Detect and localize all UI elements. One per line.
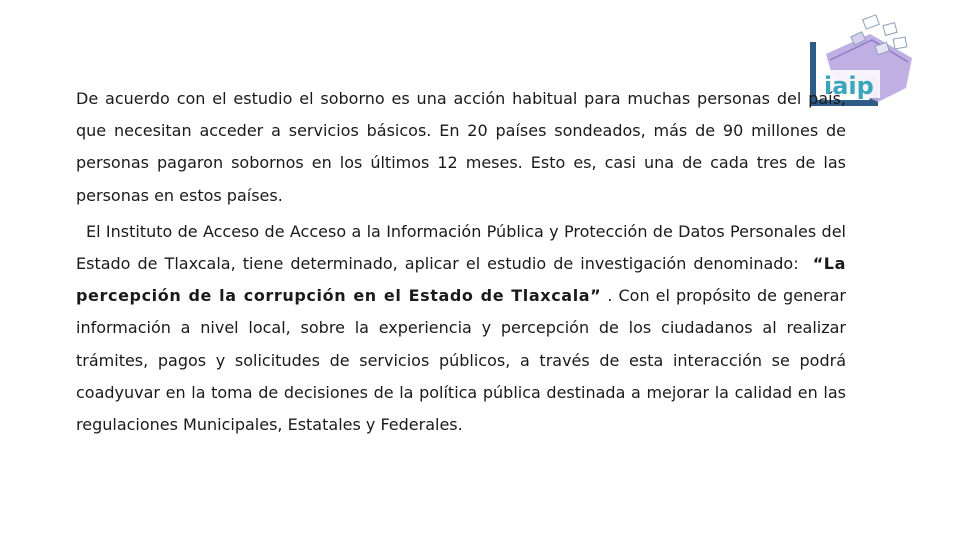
paragraph-2-intro: El Instituto de Acceso de Acceso a la Información Pública y Protección de Datos Personales del Estado de Tlaxcala, tiene determinado, aplicar el estudio de investigación denominado: [76,221,846,274]
document-body [76,83,846,441]
study-title: “La percepción de la corrupción en el Estado de Tlaxcala” [76,254,846,306]
logo-square [863,15,880,29]
logo-square [893,37,907,49]
paragraph-2-rest: . Con el propósito de generar información a nivel local, sobre la experiencia y percepción de los ciudadanos al realizar trámites, pagos y solicitudes de servicios públicos, a través de esta interacción se podrá coadyuvar en la toma de decisiones de la política pública destinada a mejorar la calidad en las regulaciones Municipales, Estatales y Federales. [76,286,847,435]
logo-text: iaip [824,72,874,100]
logo-square [883,23,897,36]
paragraph-1: De acuerdo con el estudio el soborno es una acción habitual para muchas personas del país, que necesitan acceder a servicios básicos. En 20 países sondeados, más de 90 millones de personas pagaron sobornos en los últimos 12 meses. Esto es, casi una de cada tres de las personas en estos países. [76,89,846,205]
paragraph-2 [76,216,846,441]
